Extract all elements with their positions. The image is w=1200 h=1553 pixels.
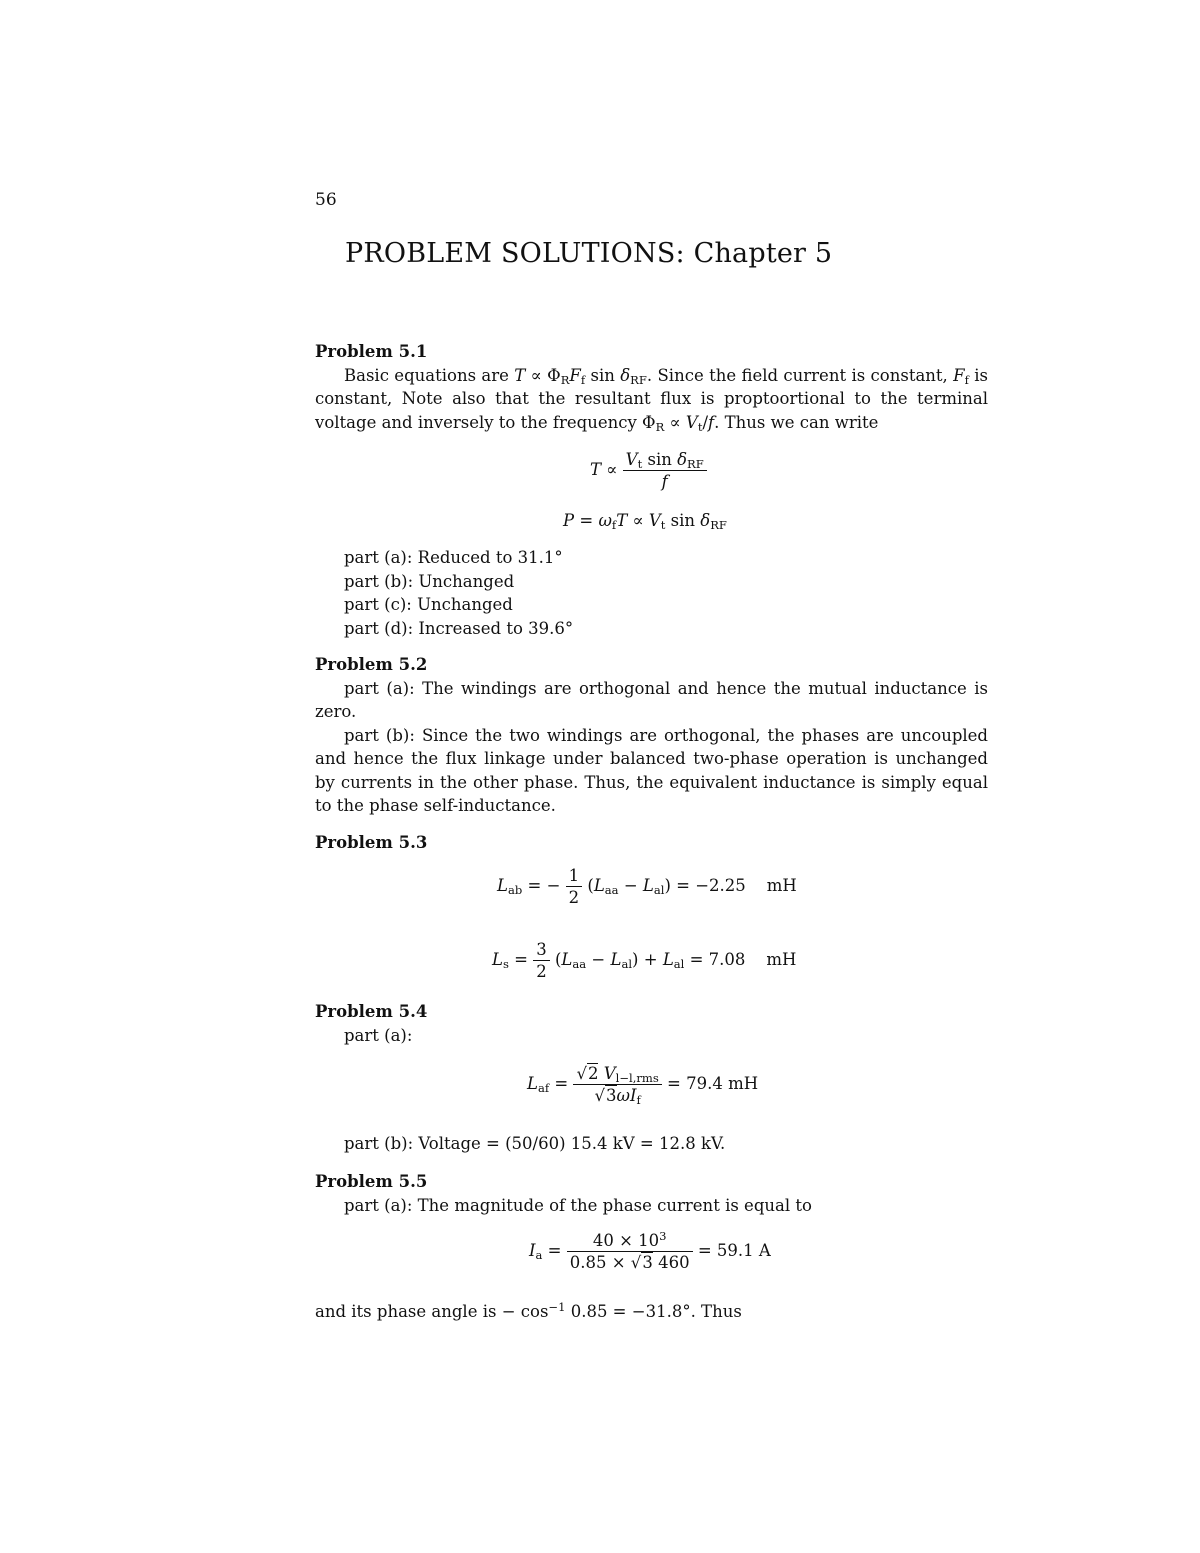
problem-5-3 xyxy=(315,831,988,855)
problem-heading: Problem 5.5 xyxy=(315,1172,428,1191)
answer-part-b: part (b): Since the two windings are orthogonal, the phases are uncoupled and hence the flux linkage under balanced two-phase operation is unchanged by currents in the other phase. Thus, the equivalent inductance is simply equal to the phase self-inductance. xyxy=(315,725,988,815)
answer-part-b: part (b): Unchanged xyxy=(344,571,515,591)
answer-part-a: part (a): The windings are orthogonal and hence the mutual inductance is zero. xyxy=(315,678,988,721)
chapter-title: PROBLEM SOLUTIONS: Chapter 5 xyxy=(345,238,833,269)
paragraph: Basic equations are $T \propto \Phi_RF_f$ $\sin \delta_{RF}$. Since the field current is constant, $F_f$ is constant, Note also that the resultant flux is proptoortional to the terminal voltage and inversely to the frequency $\Phi_R \propto V_t/f$. Thus we can write xyxy=(315,365,989,434)
equation-torque: T ∝ $\frac{V_t \sin \delta_{RF}}{f}$ xyxy=(590,450,707,491)
problem-5-2 xyxy=(315,653,988,818)
answer-part-c: part (c): Unchanged xyxy=(344,595,513,614)
answer-part-a: part (a): The magnitude of the phase current is equal to xyxy=(344,1195,812,1215)
equation-ls: $L_s$ = $\frac{3}{2}$ $(L_{aa} - L_{al}) + L_{al} = 7.08$ mH xyxy=(492,940,797,981)
equation-lab: $L_{ab}$ = − $\frac{1}{2}$ $(L_{aa} - L_{al}) = -2.25$ mH xyxy=(497,866,797,907)
problem-5-4-part-b xyxy=(315,1132,988,1156)
problem-heading: Problem 5.3 xyxy=(315,833,428,852)
problem-5-5 xyxy=(315,1170,988,1217)
answer-part-d: part (d): Increased to 39.6° xyxy=(344,618,574,638)
answer-part-a: part (a): Reduced to 31.1° xyxy=(344,548,563,567)
problem-heading: Problem 5.2 xyxy=(315,655,428,674)
problem-heading: Problem 5.4 xyxy=(315,1002,428,1021)
answer-part-a: part (a): xyxy=(344,1025,413,1045)
equation-ia: $I_a$ = $\frac{40 \times 10^3}{0.85 \times √3 460}$ = 59.1 A xyxy=(529,1229,771,1272)
answer-part-b: part (b): Voltage = (50/60) 15.4 kV = 12.8 kV. xyxy=(344,1134,726,1153)
equation-power: $P = \omega_fT \propto V_t$ $\sin \delta_{RF}$ xyxy=(563,511,727,532)
page-number: 56 xyxy=(315,190,337,210)
problem-5-5-phase xyxy=(315,1300,988,1324)
problem-heading: Problem 5.1 xyxy=(315,342,428,361)
problem-5-1 xyxy=(315,340,988,434)
problem-5-4 xyxy=(315,1000,988,1047)
problem-5-1-parts xyxy=(315,546,988,640)
phase-angle-text: and its phase angle is − $\cos^{-1} 0.85 = -31.8^\circ$. Thus xyxy=(315,1300,742,1321)
equation-laf: $L_{af}$ = $\frac{√2 V_{l-l,rms}}{√3\omega I_f}$ = 79.4 mH xyxy=(527,1064,759,1107)
